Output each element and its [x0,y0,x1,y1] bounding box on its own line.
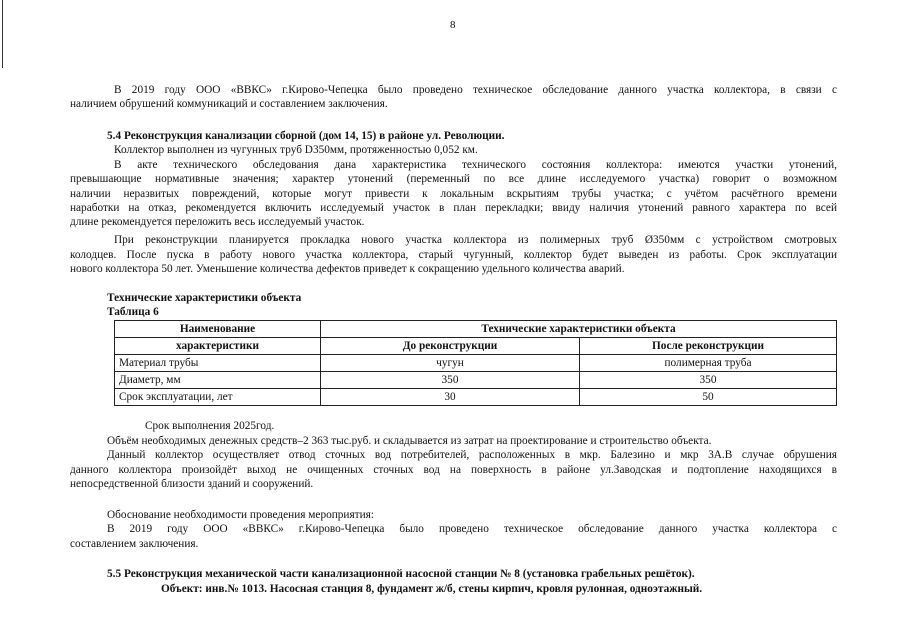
table-row [115,355,837,372]
paragraph-line: Срок выполнения 2025год. [145,420,275,432]
object-line: Объект: инв.№ 1013. Насосная станция 8, фундамент ж/б, стены кирпич, кровля рулонная, одноэтажный. [161,583,703,595]
row-after: 350 [580,372,837,389]
table-caption: Технические характеристики объекта [107,292,302,304]
paragraph-line: нового коллектора 50 лет. Уменьшение количества дефектов приведет к сокращению удельного количества аварий. [70,263,625,275]
paragraph-line: колодцев. После пуска в работу нового участка коллектора, старый чугунный, коллектор будет выведен из работы. Срок эксплуатации [70,249,837,261]
table-header-name-2: характеристики [115,338,321,355]
paragraph-line: В 2019 году ООО «ВВКС» г.Кирово-Чепецка было проведено техническое обследование данного участка коллектора с [107,523,837,535]
row-before: чугун [321,355,580,372]
table-row [115,372,837,389]
row-name: Диаметр, мм [115,372,321,389]
row-after: полимерная труба [580,355,837,372]
paragraph-line: составлением заключения. [70,538,199,550]
section-heading: 5.5 Реконструкция механической части канализационной насосной станции № 8 (установка грабельных решёток). [107,568,695,580]
paragraph-line: В 2019 году ООО «ВВКС» г.Кирово-Чепецка было проведено техническое обследование данного участка коллектора, в связи с [114,84,837,96]
row-name: Материал трубы [115,355,321,372]
table-header-name: Наименование [115,321,321,338]
page-number: 8 [450,19,456,31]
paragraph-line: наличием обрушений коммуникаций и составлением заключения. [70,98,388,110]
tech-characteristics-table [114,320,837,406]
paragraph-line: превышающие нормативные значения; характер утонений (переменный по все длине исследуемого участка) говорит о возможном [70,173,837,185]
row-before: 30 [321,389,580,406]
table-header-after: После реконструкции [580,338,837,355]
paragraph-line: Коллектор выполнен из чугунных труб D350мм, протяженностью 0,052 км. [114,144,478,156]
section-heading: 5.4 Реконструкция канализации сборной (дом 14, 15) в районе ул. Революции. [107,130,505,142]
row-before: 350 [321,372,580,389]
paragraph-line: наработки на отказ, рекомендуется включить исследуемый участок в план перекладки; ввиду наличия утонений равного характера по всей [70,202,837,214]
paragraph-line: длине рекомендуется переложить весь исследуемый участок. [70,216,365,228]
paragraph-line: При реконструкции планируется прокладка нового участка коллектора из полимерных труб Ø350мм с устройством смотровых [114,234,837,246]
table-number: Таблица 6 [107,306,159,318]
paragraph-line: В акте технического обследования дана характеристика технического состояния коллектора: имеются участки утонений, [114,159,837,171]
paragraph-line: Обоснование необходимости проведения мероприятия: [107,509,374,521]
table-header-before: До реконструкции [321,338,580,355]
paragraph-line: данного коллектора произойдёт выход не очищенных сточных вод на поверхность в районе ул.Заводская и подтопление находящихся в [70,464,837,476]
row-after: 50 [580,389,837,406]
row-name: Срок эксплуатации, лет [115,389,321,406]
paragraph-line: непосредственной близости зданий и сооружений. [70,478,314,490]
paragraph-line: наличии неразвитых повреждений, которые могут привести к локальным вскрытиям трубы участка; с учётом расчётного времени [70,188,837,200]
paragraph-line: Объём необходимых денежных средств–2 363 тыс.руб. и складывается из затрат на проектирование и строительство объекта. [107,435,712,447]
table-row [115,389,837,406]
page-edge-rule [2,0,3,68]
table-header-group: Технические характеристики объекта [321,321,837,338]
paragraph-line: Данный коллектор осуществляет отвод сточных вод потребителей, расположенных в мкр. Балезино и мкр 3А.В случае обрушения [107,449,837,461]
